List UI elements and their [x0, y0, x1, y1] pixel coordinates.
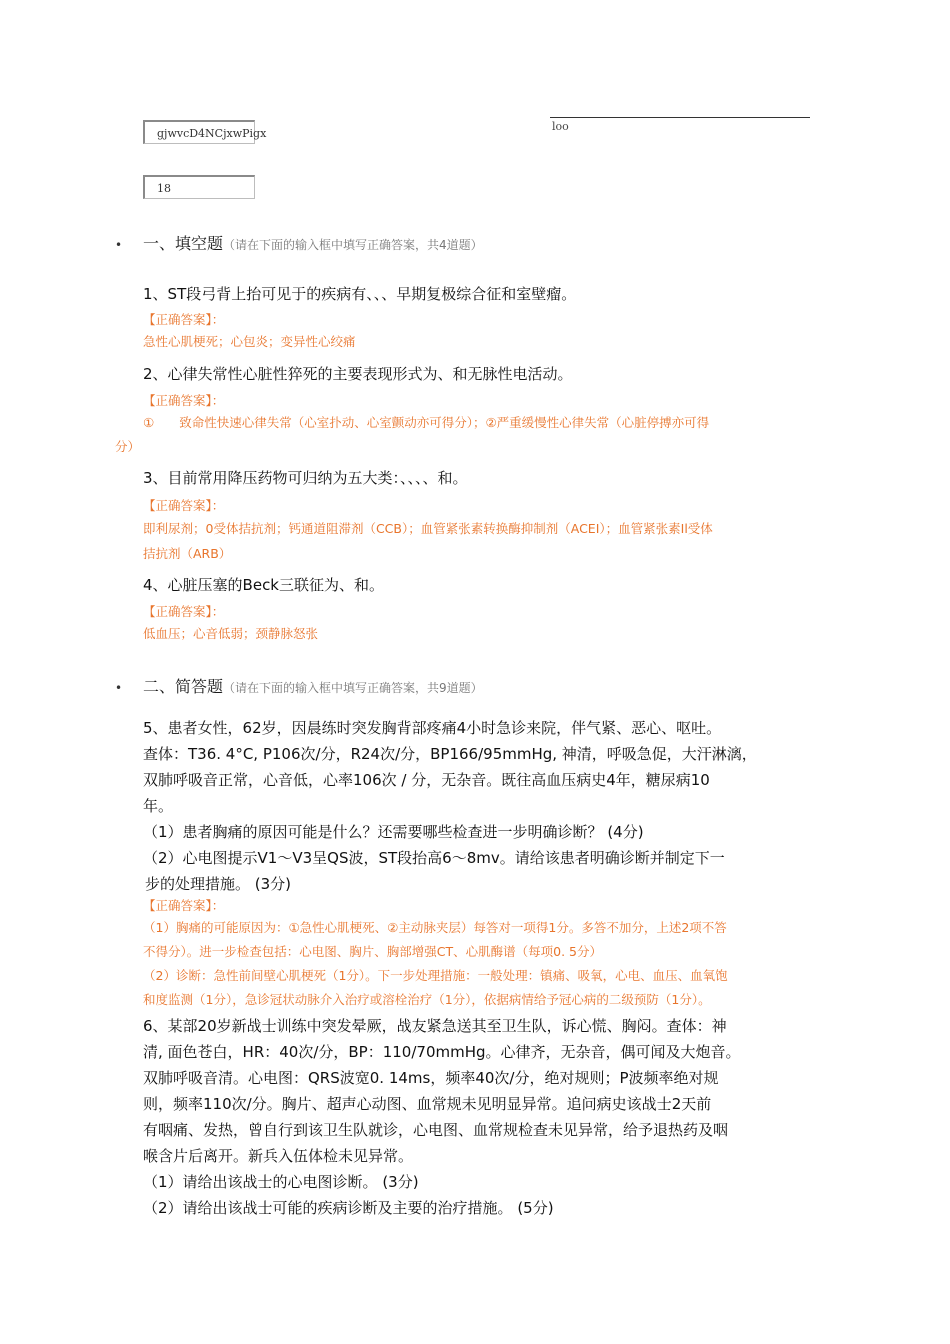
- question-6-line: 有咽痛、发热，曾自行到该卫生队就诊，心电图、血常规检查未见异常，给予退热药及咽: [143, 1121, 729, 1139]
- question-5-sub-1: （1）患者胸痛的原因可能是什么？还需要哪些检查进一步明确诊断？ (4分): [143, 823, 644, 841]
- section-2-heading: [115, 674, 835, 697]
- bullet: •: [115, 238, 123, 252]
- answer-1: 急性心肌梗死；心包炎；变异性心绞痛: [143, 334, 356, 349]
- answer-label-5: 【正确答案】：: [143, 898, 225, 913]
- answer-5-part-1-line-2: 不得分）。进一步检查包括：心电图、胸片、胸部增强CT、心肌酶谱（每项0. 5分）: [143, 944, 602, 959]
- question-4: 4、心脏压塞的Beck三联征为、和。: [143, 576, 384, 594]
- answer-label-2: 【正确答案】：: [143, 393, 225, 408]
- section-note: （请在下面的输入框中填写正确答案，共4道题）: [223, 238, 483, 252]
- question-6-line: 6、某部20岁新战士训练中突发晕厥，战友紧急送其至卫生队，诉心慌、胸闷。查体：神: [143, 1017, 727, 1035]
- question-6-line: 清, 面色苍白，HR：40次/分，BP：110/70mmHg。心律齐，无杂音，偶可闻及大炮音。: [143, 1043, 741, 1061]
- question-5-sub-2-cont: 步的处理措施。 (3分): [145, 875, 292, 893]
- question-5-sub-2: （2）心电图提示V1〜V3呈QS波，ST段抬高6〜8mv。请给该患者明确诊断并制定下一: [143, 849, 725, 867]
- answer-5-part-1-line-1: （1）胸痛的可能原因为：①急性心肌梗死、②主动脉夹层）每答对一项得1分。多答不加分，上述2项不答: [143, 920, 727, 935]
- question-5-line: 查体：T36. 4°C, P106次/分，R24次/分，BP166/95mmHg, 神清，呼吸急促，大汗淋漓，: [143, 745, 757, 763]
- answer-label-4: 【正确答案】：: [143, 604, 225, 619]
- section-1-heading: [115, 231, 835, 254]
- question-6-sub-2: （2）请给出该战士可能的疾病诊断及主要的治疗措施。 (5分): [143, 1199, 554, 1217]
- header-divider: [550, 117, 810, 118]
- answer-label-1: 【正确答案】：: [143, 312, 225, 327]
- question-2: 2、心律失常性心脏性猝死的主要表现形式为、和无脉性电活动。: [143, 365, 573, 383]
- input-field-1[interactable]: gjwvcD4NCjxwPigx: [143, 120, 255, 144]
- question-6-line: 双肺呼吸音清。心电图：QRS波宽0. 14ms，频率40次/分，绝对规则；P波频率绝对规: [143, 1069, 719, 1087]
- answer-2-line-2: 分）: [115, 439, 141, 454]
- question-6-sub-1: （1）请给出该战士的心电图诊断。 (3分): [143, 1173, 419, 1191]
- answer-2-line-1: ① 致命性快速心律失常（心室扑动、心室颤动亦可得分）；②严重缓慢性心律失常（心脏停搏亦可得: [143, 415, 710, 430]
- question-5: [143, 715, 813, 897]
- answer-5-part-2-line-1: （2）诊断：急性前间壁心肌梗死（1分）。下一步处理措施：一般处理：镇痛、吸氧，心电、血压、血氧饱: [143, 968, 728, 983]
- question-3: 3、目前常用降压药物可归纳为五大类：、、、、和。: [143, 469, 468, 487]
- answer-5-part-2-line-2: 和度监测（1分），急诊冠状动脉介入治疗或溶栓治疗（1分），依据病情给予冠心病的二级预防（1分）。: [143, 992, 711, 1007]
- header-right-text: loo: [552, 120, 569, 133]
- answer-3-line-1: 即利尿剂；0受体拮抗剂；钙通道阻滞剂（CCB）；血管紧张素转换酶抑制剂（ACEI）；血管紧张素Il受体: [143, 521, 713, 536]
- section-title: 一、填空题: [143, 234, 224, 253]
- section-title: 二、简答题: [143, 677, 224, 696]
- question-1: 1、ST段弓背上抬可见于的疾病有、、、早期复极综合征和室壁瘤。: [143, 285, 577, 303]
- answer-label-3: 【正确答案】：: [143, 498, 225, 513]
- question-6: [143, 1013, 813, 1221]
- question-5-line: 年。: [143, 797, 174, 815]
- question-6-line: 喉含片后离开。新兵入伍体检未见异常。: [143, 1147, 414, 1165]
- question-5-line: 5、患者女性，62岁，因晨练时突发胸背部疼痛4小时急诊来院，伴气紧、恶心、呕吐。: [143, 719, 722, 737]
- input-field-2[interactable]: 18: [143, 175, 255, 199]
- question-5-line: 双肺呼吸音正常，心音低，心率106次 / 分，无杂音。既往高血压病史4年，糖尿病10: [143, 771, 710, 789]
- bullet: •: [115, 681, 123, 695]
- answer-4: 低血压；心音低弱；颈静脉怒张: [143, 626, 319, 641]
- question-6-line: 则，频率110次/分。胸片、超声心动图、血常规未见明显异常。追问病史该战士2天前: [143, 1095, 712, 1113]
- section-note: （请在下面的输入框中填写正确答案，共9道题）: [223, 681, 483, 695]
- answer-3-line-2: 拮抗剂（ARB）: [143, 546, 232, 561]
